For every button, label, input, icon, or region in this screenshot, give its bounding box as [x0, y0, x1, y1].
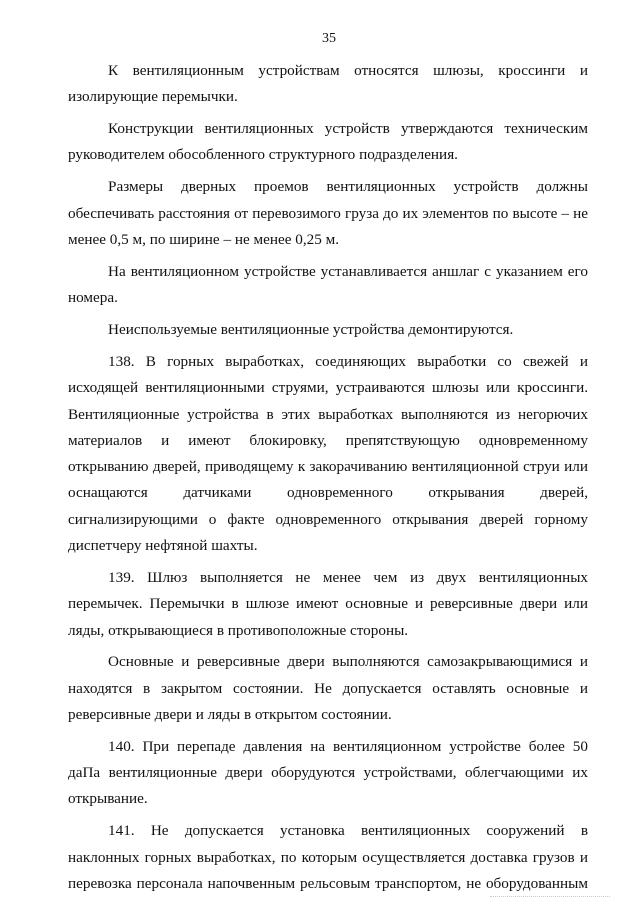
paragraph-device-construction: Конструкции вентиляционных устройств утверждаются техническим руководителем обособленного структурного подразделения. — [68, 120, 588, 164]
paragraph-doors-closed: Основные и реверсивные двери выполняются самозакрывающимися и находятся в закрытом состоянии. Не допускается оставлять основные и реверсивные двери и ляды в открытом состоянии. — [68, 653, 588, 723]
paragraph-clause-139: 139. Шлюз выполняется не менее чем из двух вентиляционных перемычек. Перемычки в шлюзе имеют основные и реверсивные двери или ляды, открывающиеся в противоположные стороны. — [68, 568, 588, 639]
paragraph-clause-138: 138. В горных выработках, соединяющих выработки со свежей и исходящей вентиляционными струями, устраиваются шлюзы или кроссинги. Вентиляционные устройства в этих выработках выполняются из негорючих материалов и имеют блокировку, препятствующую одновременному открыванию дверей, приводящему к закорачиванию вентиляционной струи или оснащаются датчиками одновременного открывания дверей, сигнализирующими о факте одновременного открывания дверей горному диспетчеру нефтяной шахты. — [68, 352, 588, 555]
document-body — [68, 58, 588, 903]
paragraph-unused-devices: Неиспользуемые вентиляционные устройства демонтируются. — [108, 321, 514, 339]
scan-artifact-divider — [490, 896, 610, 899]
page-number: 35 — [322, 31, 336, 46]
paragraph-clause-141: 141. Не допускается установка вентиляционных сооружений в наклонных горных выработках, по которым осуществляется доставка грузов и перевозка персонала напочвенным рельсовым транспортом, не оборудованным — [68, 822, 588, 892]
paragraph-ventilation-devices: К вентиляционным устройствам относятся шлюзы, кроссинги и изолирующие перемычки. — [68, 62, 588, 106]
paragraph-door-dimensions: Размеры дверных проемов вентиляционных устройств должны обеспечивать расстояния от перевозимого груза до их элементов по высоте – не менее 0,5 м, по ширине – не менее 0,25 м. — [68, 178, 588, 248]
paragraph-device-sign: На вентиляционном устройстве устанавливается аншлаг с указанием его номера. — [68, 262, 588, 307]
paragraph-clause-140: 140. При перепаде давления на вентиляционном устройстве более 50 даПа вентиляционные двери оборудуются устройствами, облегчающими их открывание. — [68, 737, 588, 808]
